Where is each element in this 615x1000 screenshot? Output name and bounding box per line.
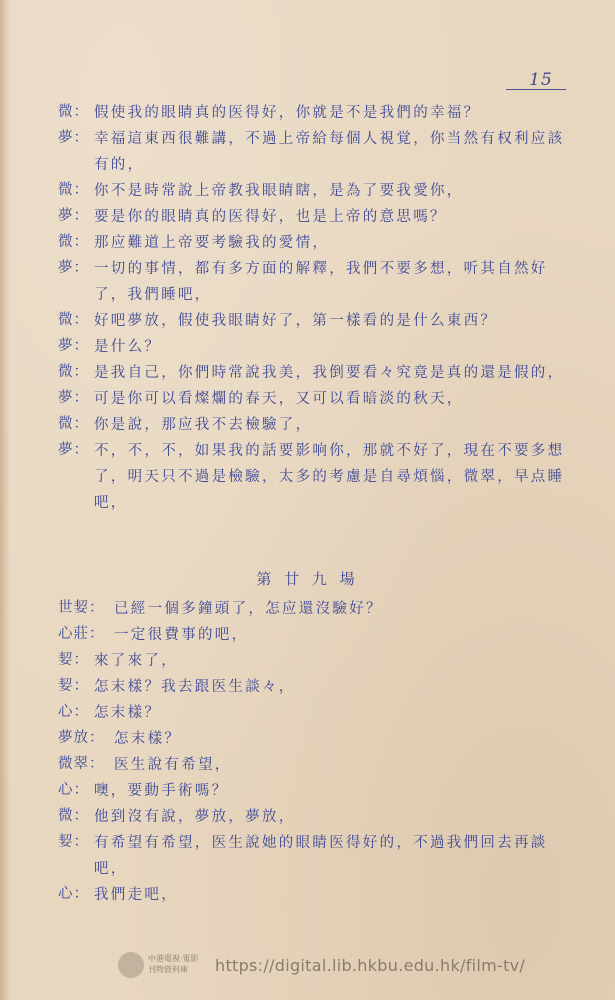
speech: 要是你的眼睛真的医得好，也是上帝的意思嗎？ — [94, 209, 447, 225]
speech: 幸福這東西很難講，不過上帝給每個人視覚，你当然有权利应該有的， — [94, 131, 565, 173]
speech: 你是說，那应我不去檢驗了， — [94, 417, 313, 433]
speaker: 微： — [58, 182, 89, 198]
speaker: 微： — [58, 234, 89, 250]
speaker: 夢放： — [58, 730, 105, 746]
speaker: 心： — [58, 704, 89, 720]
dialogue-line — [58, 256, 568, 308]
speaker: 夢： — [58, 390, 89, 406]
speaker: 夢： — [58, 260, 89, 276]
dialogue-line — [58, 360, 568, 386]
page-number-underline — [506, 89, 566, 90]
page-edge-shadow — [0, 0, 10, 1000]
dialogue-line — [58, 308, 568, 334]
speaker: 心莊： — [58, 626, 105, 642]
speech: 他到沒有說，夢放，夢放， — [94, 809, 296, 825]
archive-name — [148, 953, 199, 975]
speech: 我們走吧， — [94, 887, 178, 903]
speaker: 夢： — [58, 338, 89, 354]
speech: 噢，要動手術嗎？ — [94, 783, 229, 799]
speech: 医生說有希望， — [114, 757, 232, 773]
dialogue-line — [58, 596, 568, 622]
speaker: 微： — [58, 364, 89, 380]
speech: 有希望有希望，医生說她的眼睛医得好的，不過我們回去再談吧， — [94, 835, 548, 877]
archive-logo-icon — [118, 952, 144, 978]
speaker: 微： — [58, 104, 89, 120]
dialogue-line — [58, 230, 568, 256]
speaker: 世㛃： — [58, 600, 105, 616]
speech: 好吧夢放，假使我眼睛好了，第一樣看的是什么東西？ — [94, 313, 498, 329]
speaker: 夢： — [58, 208, 89, 224]
page-number: 15 — [529, 70, 553, 90]
archive-name-line-2: 刊物資料庫 — [148, 965, 188, 974]
speech: 怎末樣？ — [94, 705, 162, 721]
dialogue-scene-2 — [58, 596, 568, 908]
speech: 來了來了， — [94, 653, 178, 669]
scene-heading: 第 廿 九 場 — [256, 570, 359, 588]
dialogue-line — [58, 804, 568, 830]
dialogue-line — [58, 622, 568, 648]
dialogue-line — [58, 204, 568, 230]
dialogue-line — [58, 700, 568, 726]
dialogue-line — [58, 830, 568, 882]
speech: 怎末樣？我去跟医生談々， — [94, 679, 296, 695]
dialogue-line — [58, 100, 568, 126]
dialogue-scene-1 — [58, 100, 568, 516]
speech: 不，不，不，如果我的話要影响你，那就不好了，現在不要多想了，明天只不過是檢驗，太多的考慮是自尋煩惱，微翠，早点睡吧， — [94, 443, 565, 511]
speech: 怎末樣？ — [114, 731, 182, 747]
speaker: 㛃： — [58, 834, 89, 850]
dialogue-line — [58, 752, 568, 778]
speaker: 心： — [58, 886, 89, 902]
speech: 一切的事情，都有多方面的解釋，我們不要多想，听其自然好了，我們睡吧， — [94, 261, 548, 303]
speech: 那应難道上帝要考驗我的愛情， — [94, 235, 330, 251]
speaker: 㛃： — [58, 678, 89, 694]
dialogue-line — [58, 648, 568, 674]
speech: 假使我的眼睛真的医得好，你就是不是我們的幸福？ — [94, 105, 481, 121]
dialogue-line — [58, 674, 568, 700]
speech: 你不是時常說上帝教我眼睛瞎，是為了要我愛你， — [94, 183, 464, 199]
speaker: 微： — [58, 416, 89, 432]
speaker: 夢： — [58, 442, 89, 458]
speech: 是我自己，你們時常說我美，我倒要看々究竟是真的還是假的， — [94, 365, 565, 381]
dialogue-line — [58, 178, 568, 204]
dialogue-line — [58, 126, 568, 178]
speech: 已經一個多鐘頭了，怎应還沒驗好？ — [114, 601, 383, 617]
dialogue-line — [58, 334, 568, 360]
speaker: 心： — [58, 782, 89, 798]
dialogue-line — [58, 882, 568, 908]
speaker: 㛃： — [58, 652, 89, 668]
dialogue-line — [58, 438, 568, 516]
speech: 一定很費事的吧， — [114, 627, 249, 643]
dialogue-line — [58, 726, 568, 752]
dialogue-line — [58, 386, 568, 412]
speech: 可是你可以看燦爛的春天，又可以看暗淡的秋天， — [94, 391, 464, 407]
archive-url-watermark: https://digital.lib.hkbu.edu.hk/film-tv/ — [215, 956, 526, 975]
speech: 是什么？ — [94, 339, 162, 355]
speaker: 微翠： — [58, 756, 105, 772]
speaker: 微： — [58, 808, 89, 824]
speaker: 夢： — [58, 130, 89, 146]
speaker: 微： — [58, 312, 89, 328]
dialogue-line — [58, 778, 568, 804]
archive-name-line-1: 中港電視·電影 — [148, 954, 199, 963]
dialogue-line — [58, 412, 568, 438]
